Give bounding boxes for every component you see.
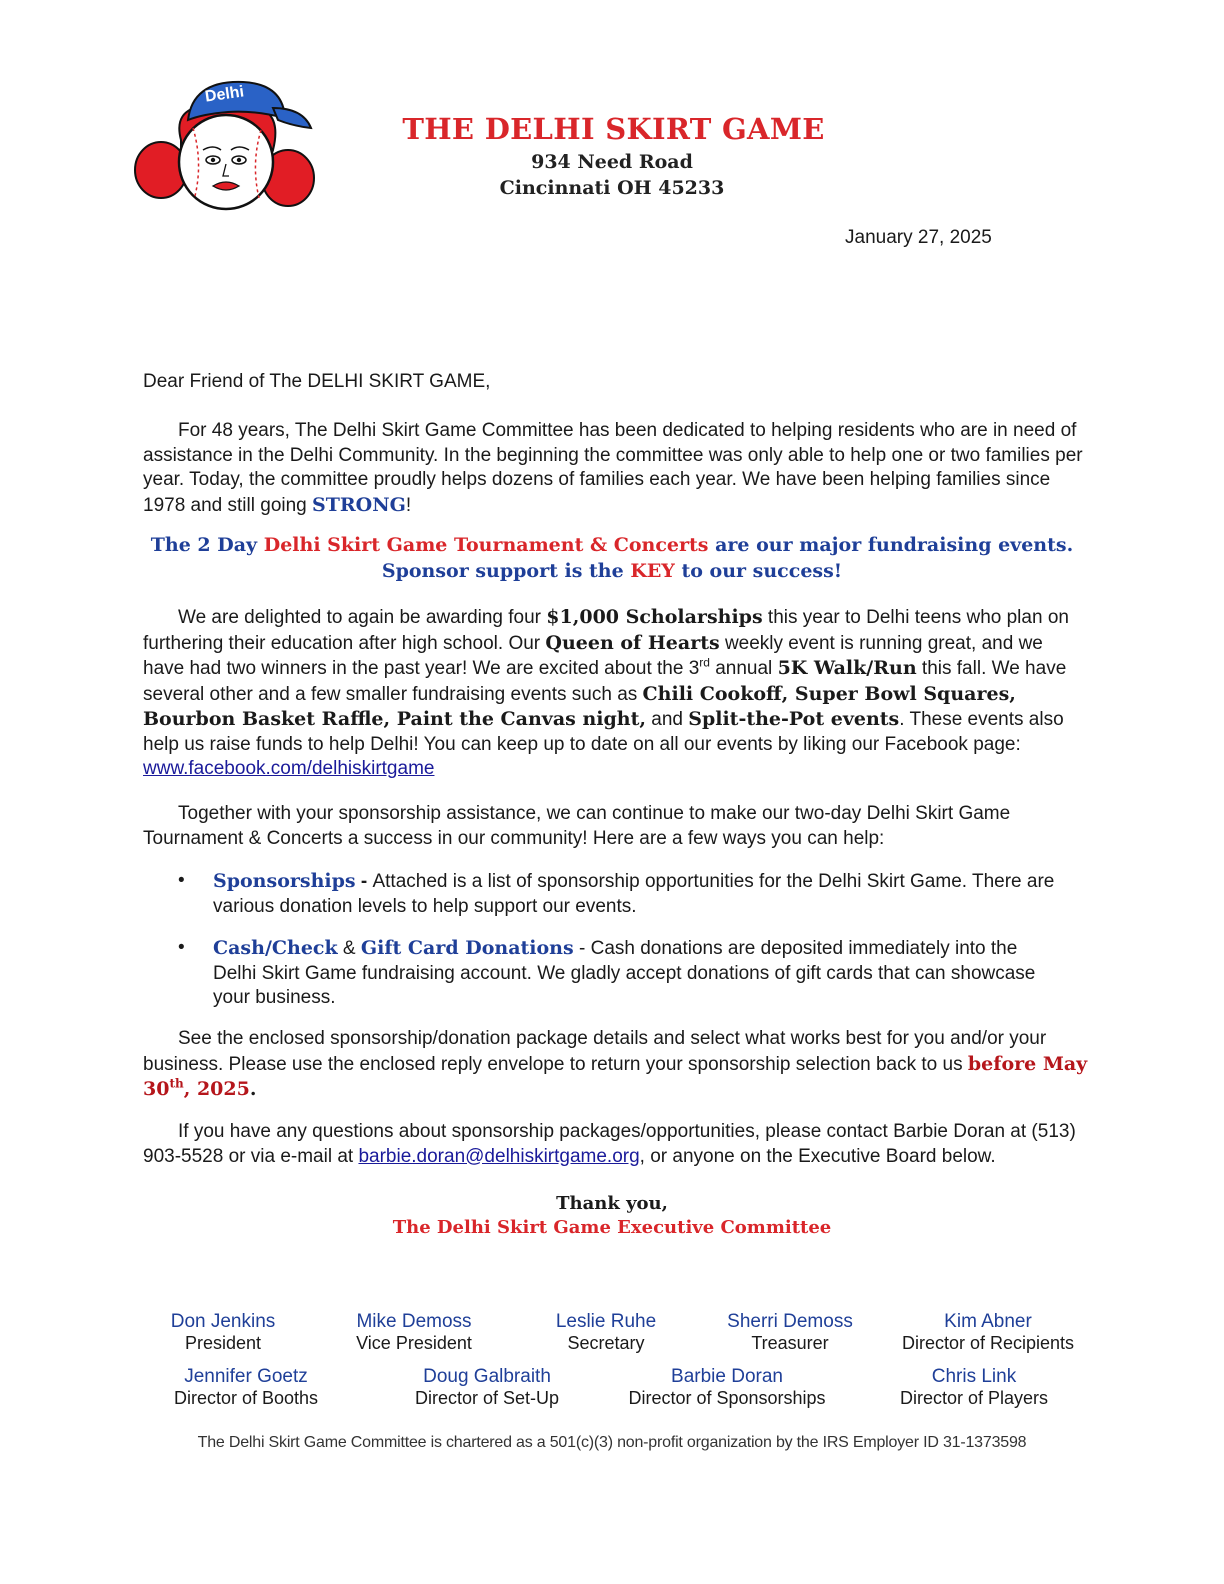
list-item-donations: • Cash/Check & Gift Card Donations - Cash donations are deposited immediately into the Delhi Skirt Game fundraising account. We gladly accept donations of gift cards that can showcase your business.	[178, 937, 1036, 1008]
board-member: Jennifer Goetz Director of Booths	[173, 1366, 319, 1408]
board-member: Barbie Doran Director of Sponsorships	[628, 1366, 826, 1408]
address-line-1: 934 Need Road	[531, 151, 693, 173]
org-name: THE DELHI SKIRT GAME	[402, 112, 825, 146]
email-link[interactable]: barbie.doran@delhiskirtgame.org	[358, 1145, 640, 1167]
board-member: Mike Demoss Vice President	[356, 1311, 472, 1353]
board-member: Kim Abner Director of Recipients	[901, 1311, 1075, 1353]
closing-signature: The Delhi Skirt Game Executive Committee	[392, 1217, 832, 1238]
bullet-icon: •	[178, 937, 185, 958]
facebook-link[interactable]: www.facebook.com/delhiskirtgame	[143, 758, 435, 779]
paragraph-deadline: See the enclosed sponsorship/donation package details and select what works best for you and/or your business. Please use the enclosed reply envelope to return your sponsorship selection back to us before May 30th, 2025.	[143, 1028, 1088, 1100]
nonprofit-footer: The Delhi Skirt Game Committee is chartered as a 501(c)(3) non-profit organization by the IRS Employer ID 31-1373598	[197, 1434, 1027, 1451]
paragraph-contact: If you have any questions about sponsorship packages/opportunities, please contact Barbie Doran at (513) 903-5528 or via e-mail at barbie.doran@delhiskirtgame.org, or anyone on the Executive Board below.	[143, 1121, 1076, 1167]
address-line-2: Cincinnati OH 45233	[499, 177, 725, 199]
board-member: Sherri Demoss Treasurer	[727, 1311, 853, 1353]
headline-line-2: Sponsor support is the KEY to our success!	[381, 560, 843, 582]
list-item-sponsorships: • Sponsorships - Attached is a list of sponsorship opportunities for the Delhi Skirt Game. There are various donation levels to help support our events.	[178, 870, 1055, 917]
board-member: Doug Galbraith Director of Set-Up	[414, 1366, 560, 1408]
deadline: before May 30th, 2025	[143, 1052, 1088, 1100]
board-member: Leslie Ruhe Secretary	[555, 1311, 657, 1353]
paragraph-help: Together with your sponsorship assistance, we can continue to make our two-day Delhi Skirt Game Tournament & Concerts a success in our community! Here are a few ways you can help:	[143, 803, 1011, 849]
logo-cap-text: Delhi	[203, 83, 246, 106]
salutation: Dear Friend of The DELHI SKIRT GAME,	[143, 371, 491, 392]
strong-text: STRONG	[312, 493, 406, 516]
board-member: Chris Link Director of Players	[899, 1366, 1049, 1408]
paragraph-events: We are delighted to again be awarding four $1,000 Scholarships this year to Delhi teens who plan on furthering their education after high school. Our Queen of Hearts weekly event is running great, and we have had two winners in the past year! We are excited about the 3rd annual 5K Walk/Run this fall. We have several other and a few smaller fundraising events such as Chili Cookoff, Super Bowl Squares, Bourbon Basket Raffle, Paint the Canvas night, and Split-the-Pot events. These events also help us raise funds to help Delhi! You can keep up to date on all our events by liking our Facebook page: www.facebook.com/delhiskirtgame	[143, 606, 1069, 779]
board-member: Don Jenkins President	[170, 1311, 276, 1353]
letter-date: January 27, 2025	[845, 227, 992, 248]
bullet-icon: •	[178, 870, 185, 891]
headline-line-1: The 2 Day Delhi Skirt Game Tournament & Concerts are our major fundraising events.	[150, 534, 1074, 556]
paragraph-intro: For 48 years, The Delhi Skirt Game Committee has been dedicated to helping residents who are in need of assistance in the Delhi Community. In the beginning the committee was only able to help one or two families per year. Today, the committee proudly helps dozens of families each year. We have been helping families since 1978 and still going STRONG!	[143, 420, 1083, 516]
closing-thanks: Thank you,	[556, 1193, 668, 1214]
